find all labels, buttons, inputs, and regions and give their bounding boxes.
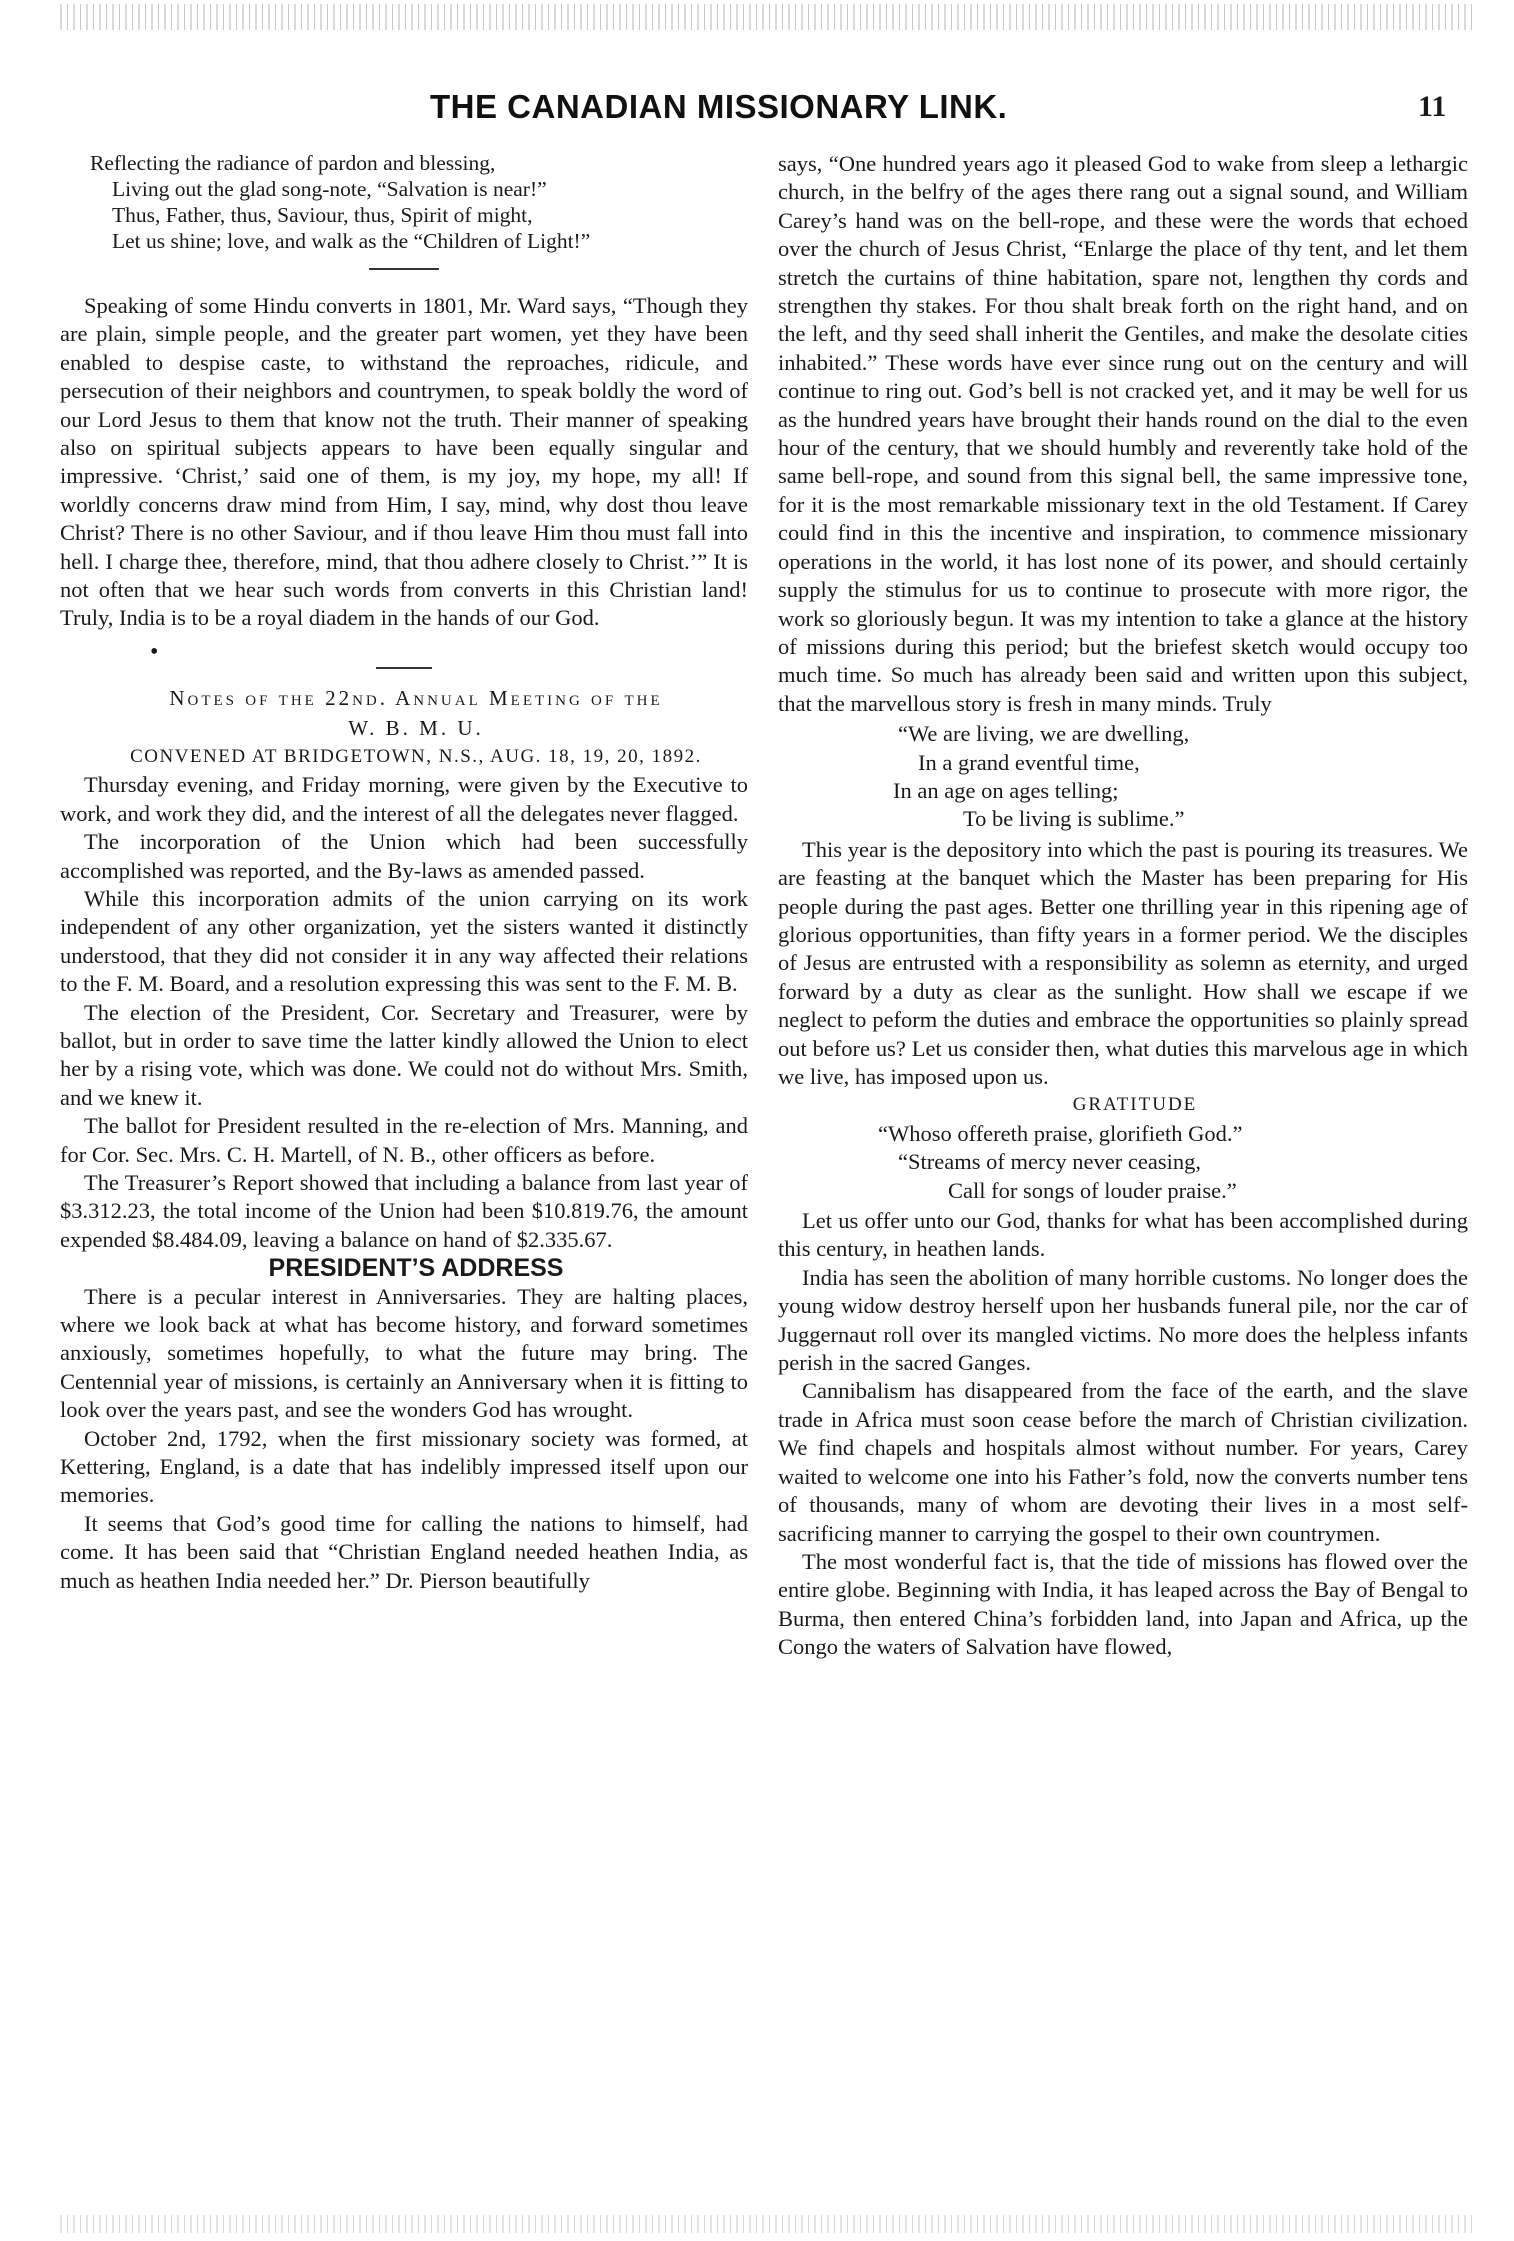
- divider-rule: [376, 667, 432, 669]
- tide-paragraph: The most wonderful fact is, that the tide of missions has flowed over the entire globe. Beginning with India, it has leaped across the Bay of Bengal to Burma, then entered China’s forbidden land, into Japan and Africa, up the Congo the waters of Salvation have flowed,: [778, 1548, 1468, 1660]
- poem-line: Let us shine; love, and walk as the “Children of Light!”: [112, 229, 591, 253]
- page-header: [0, 88, 1514, 136]
- notes-paragraph: While this incorporation admits of the union carrying on its work independent of any other organization, yet the sisters wanted it distinctly understood, that they did not consider it in any way affected their relations to the F. M. Board, and a resolution expressing this was sent to the F. M. B.: [60, 885, 748, 997]
- presidents-address-heading: PRESIDENT’S ADDRESS: [268, 1254, 564, 1283]
- notes-paragraph: The ballot for President resulted in the re-election of Mrs. Manning, and for Cor. Sec. Mrs. C. H. Martell, of N. B., other officers as before.: [60, 1113, 748, 1167]
- scan-noise-top: [60, 4, 1474, 30]
- opening-poem: [90, 150, 748, 254]
- journal-title: THE CANADIAN MISSIONARY LINK.: [430, 88, 1008, 125]
- poem-line: “Streams of mercy never ceasing,: [898, 1149, 1201, 1175]
- gratitude-poem: [778, 1120, 1468, 1205]
- left-column: [60, 150, 748, 2190]
- living-poem: [778, 720, 1468, 834]
- poem-line: Living out the glad song-note, “Salvation is near!”: [112, 177, 547, 201]
- carey-paragraph: says, “One hundred years ago it pleased God to wake from sleep a lethargic church, in the belfry of the ages there rang out a signal sound, and William Carey’s hand was on the bell-rope, and these were the words that echoed over the church of Jesus Christ, “Enlarge the place of thy tent, and let them stretch the curtains of thine habitation, spare not, lengthen thy cords and strengthen thy stakes. For thou shalt break forth on the right hand, and on the left, and thy seed shall inherit the Gentiles, and make the desolate cities inhabited.” These words have ever since rung out on the century and will continue to ring out. God’s bell is not cracked yet, and it may be well for us as the hundred years have brought their hands round on the dial to the even hour of the century, that we should humbly and reverently take hold of the same bell-rope, and sound from this signal bell, the same impressive tone, for it is the most remarkable missionary text in the old Testament. If Carey could find in this the incentive and inspiration, to commence missionary operations in the world, it has lost none of its power, and should certainly supply the stimulus for us to continue to prosecute with more rigor, the work so gloriously begun. It was my intention to take a glance at the history of missions during this period; but the briefest sketch would occupy too much time. So much has already been said and written upon this subject, that the marvellous story is fresh in many minds. Truly: [778, 151, 1468, 716]
- divider-rule: [369, 268, 439, 270]
- notes-paragraph: The Treasurer’s Report showed that including a balance from last year of $3.312.23, the total income of the Union had been $10.819.76, the amount expended $8.484.09, leaving a balance on hand of $2.335.67.: [60, 1169, 748, 1252]
- depository-paragraph: This year is the depository into which the past is pouring its treasures. We are feasting at the banquet which the Master has been preparing for His people during the past ages. Better one thrilling year in this ripening age of glorious opportunities, than fifty years in a former period. We the disciples of Jesus are entrusted with a responsibility as solemn as eternity, and urged forward by a duty as clear as the sunlight. How shall we escape if we neglect to peform the duties and embrace the opportunities so plainly spread out before us? Let us consider then, what duties this marvelous age in which we live, has imposed upon us.: [778, 836, 1468, 1089]
- scan-noise-bottom: [60, 2215, 1474, 2233]
- address-paragraph: There is a pecular interest in Anniversaries. They are halting places, where we look back at what has become history, and forward sometimes anxiously, sometimes hopefully, to what the future may bring. The Centennial year of missions, is certainly an Anniversary when it is fitting to look over the years past, and see the wonders God has wrought.: [60, 1283, 748, 1423]
- page-number: 11: [1418, 90, 1447, 123]
- convened-line: CONVENED AT BRIDGETOWN, N.S., AUG. 18, 19, 20, 1892.: [130, 745, 702, 767]
- india-paragraph: India has seen the abolition of many horrible customs. No longer does the young widow destroy herself upon her husbands funeral pile, nor the car of Juggernaut roll over its mangled victims. No more does the helpless infants perish in the sacred Ganges.: [778, 1264, 1468, 1376]
- poem-line: To be living is sublime.”: [963, 806, 1185, 832]
- notes-title-line2: W. B. M. U.: [348, 715, 484, 740]
- notes-paragraph: The incorporation of the Union which had been successfully accomplished was reported, and the By-laws as amended passed.: [60, 829, 748, 883]
- gratitude-heading: GRATITUDE: [1072, 1094, 1198, 1116]
- poem-line: Reflecting the radiance of pardon and blessing,: [90, 151, 496, 175]
- address-paragraph: October 2nd, 1792, when the first missionary society was formed, at Kettering, England, is a date that has indelibly impressed itself upon our memories.: [60, 1425, 748, 1508]
- poem-line: Thus, Father, thus, Saviour, thus, Spirit of might,: [112, 203, 533, 227]
- thanks-paragraph: Let us offer unto our God, thanks for what has been accomplished during this century, in heathen lands.: [778, 1208, 1468, 1262]
- poem-line: In a grand eventful time,: [918, 749, 1140, 775]
- poem-line: In an age on ages telling;: [893, 777, 1119, 803]
- cannibalism-paragraph: Cannibalism has disappeared from the face of the earth, and the slave trade in Africa must soon cease before the march of Christian civilization. We find chapels and hospitals almost without number. For years, Carey waited to welcome one into his Father’s fold, now the converts number tens of thousands, many of whom are devoting their lives in a most self-sacrificing manner to carrying the gospel to their own countrymen.: [778, 1378, 1468, 1546]
- address-paragraph: It seems that God’s good time for calling the nations to himself, had come. It has been said that “Christian England needed heathen India, as much as heathen India needed her.” Dr. Pierson beautifully: [60, 1510, 748, 1593]
- right-column: [778, 150, 1468, 2190]
- notes-title-line1: Notes of the 22nd. Annual Meeting of the: [169, 685, 663, 710]
- ward-paragraph: Speaking of some Hindu converts in 1801, Mr. Ward says, “Though they are plain, simple people, and the greater part women, yet they have been enabled to despise caste, to withstand the reproaches, ridicule, and persecution of their neighbors and countrymen, to speak boldly the word of our Lord Jesus to them that know not the truth. Their manner of speaking also on spiritual subjects appears to have been equally singular and impressive. ‘Christ,’ said one of them, is my joy, my hope, my all! If worldly concerns draw mind from Him, I say, mind, why dost thou leave Christ? There is no other Saviour, and if thou leave Him thou must fall into hell. I charge thee, therefore, mind, that thou adhere closely to Christ.’” It is not often that we hear such words from converts in this Christian land! Truly, India is to be a royal diadem in the hands of our God.: [60, 293, 748, 631]
- notes-paragraph: Thursday evening, and Friday morning, were given by the Executive to work, and work they did, and the interest of all the delegates never flagged.: [60, 772, 748, 826]
- poem-line: Call for songs of louder praise.”: [948, 1177, 1237, 1203]
- bullet-mark: •: [150, 638, 159, 665]
- poem-line: “Whoso offereth praise, glorifieth God.”: [878, 1120, 1243, 1146]
- poem-line: “We are living, we are dwelling,: [898, 721, 1190, 747]
- notes-paragraph: The election of the President, Cor. Secretary and Treasurer, were by ballot, but in order to save time the latter kindly allowed the Union to elect her by a rising vote, which was done. We could not do without Mrs. Smith, and we knew it.: [60, 999, 748, 1110]
